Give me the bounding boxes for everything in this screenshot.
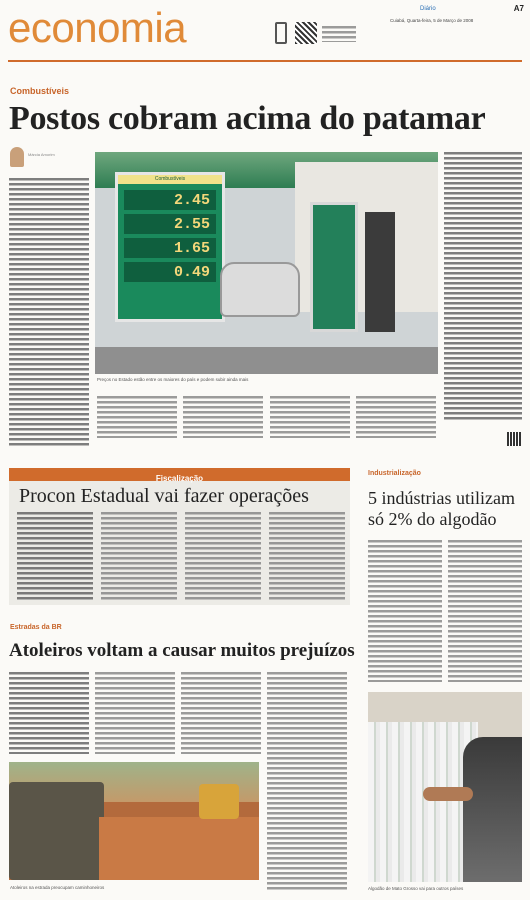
atoleiros-column-3	[181, 672, 261, 754]
procon-column-4	[269, 512, 345, 600]
mud-road	[99, 817, 259, 880]
worker-arm	[423, 787, 473, 801]
algodao-caption: Algodão de Mato Grosso vai para outros países	[368, 886, 464, 891]
page-number: A7	[513, 4, 524, 13]
date-line: Cuiabá, Quarta-feira, 5 de Março de 2008	[390, 18, 474, 23]
procon-box	[9, 468, 350, 605]
cotton-worker-photo	[368, 692, 522, 882]
ground	[95, 347, 438, 374]
brand-small: Diário	[420, 6, 436, 12]
article-column-2	[97, 396, 177, 438]
atoleiros-column-2	[95, 672, 175, 754]
author-name: Márcia Amorim	[28, 152, 55, 157]
article-column-1	[9, 178, 89, 446]
algodao-column-2	[448, 540, 522, 682]
procon-column-2	[101, 512, 177, 600]
masthead-rule	[8, 60, 522, 62]
algodao-headline: 5 indústrias utilizam só 2% do algodão	[368, 488, 515, 529]
procon-kicker-bar	[9, 468, 350, 481]
algodao-column-1	[368, 540, 442, 682]
price-sign-header: Combustíveis	[118, 175, 222, 184]
masthead	[0, 0, 530, 70]
car-icon	[220, 262, 300, 317]
price-value: 0.49	[173, 263, 210, 281]
price-row	[124, 214, 216, 234]
article-column-right	[444, 152, 522, 422]
bank-logo-icon	[275, 22, 287, 44]
section-title: economia	[8, 4, 187, 51]
author-avatar	[10, 147, 24, 167]
article-column-5	[356, 396, 436, 438]
price-sign	[115, 172, 225, 322]
price-row	[124, 190, 216, 210]
qr-code-icon	[295, 22, 317, 44]
atoleiros-column-1	[9, 672, 89, 754]
fuel-station-photo	[95, 152, 438, 374]
procon-headline: Procon Estadual vai fazer operações	[19, 485, 309, 507]
tractor	[199, 784, 239, 819]
story-kicker: Combustíveis	[10, 86, 70, 96]
procon-column-1	[17, 512, 93, 600]
fuel-pump	[365, 212, 395, 332]
article-column-3	[183, 396, 263, 438]
procon-column-3	[185, 512, 261, 600]
qr-code-icon	[507, 432, 521, 446]
algodao-kicker: Industrialização	[368, 470, 421, 477]
procon-kicker: Fiscalização	[155, 474, 204, 483]
cotton-bales	[368, 722, 478, 882]
price-value: 2.45	[173, 191, 210, 209]
photo-caption: Preços no Estado estão entre os maiores do país e podem subir ainda mais	[97, 377, 249, 382]
article-column-4	[270, 396, 350, 438]
worker	[463, 737, 522, 882]
atoleiros-headline: Atoleiros voltam a causar muitos prejuízos	[9, 640, 355, 661]
atoleiros-column-4	[267, 672, 347, 890]
atoleiros-caption: Atoleiros na estrada preocupam caminhoneiros	[10, 885, 105, 890]
price-row	[124, 238, 216, 258]
price-value: 1.65	[173, 239, 210, 257]
price-row	[124, 262, 216, 282]
truck	[9, 782, 104, 880]
story-headline: Postos cobram acima do patamar	[9, 100, 486, 137]
muddy-road-photo	[9, 762, 259, 880]
fuel-pump	[310, 202, 358, 332]
masthead-ad-text	[322, 26, 356, 42]
price-value: 2.55	[173, 215, 210, 233]
atoleiros-kicker: Estradas da BR	[10, 624, 62, 631]
